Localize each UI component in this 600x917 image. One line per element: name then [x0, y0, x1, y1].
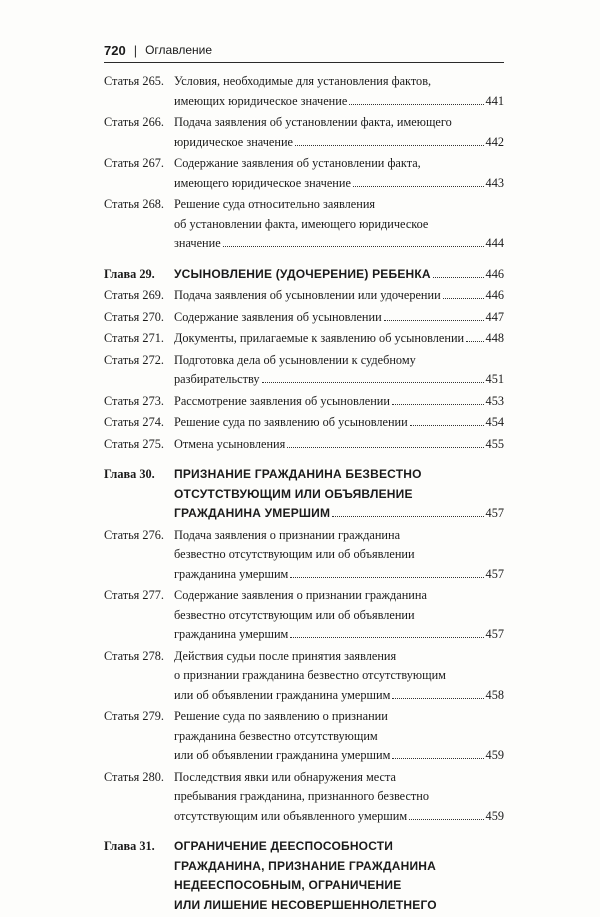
- article-label: Статья 266.: [104, 115, 164, 129]
- entry-title-line: ОГРАНИЧЕНИЕ ДЕЕСПОСОБНОСТИ: [174, 839, 394, 853]
- toc-article-entry[interactable]: [104, 286, 504, 306]
- page-number: 720: [104, 42, 126, 58]
- entry-title-line: Отмена усыновления: [174, 436, 286, 451]
- page-reference: 458: [485, 687, 504, 702]
- entry-title-line: пребывания гражданина, признанного безвестно: [174, 789, 430, 803]
- dot-leader: [384, 320, 484, 321]
- header-separator: |: [133, 42, 138, 58]
- dot-leader: [466, 341, 483, 342]
- entry-title-line: ПРИЗНАНИЕ ГРАЖДАНИНА БЕЗВЕСТНО: [174, 467, 422, 481]
- entry-title-line: о признании гражданина безвестно отсутствующим: [174, 668, 446, 682]
- entry-title-line: Рассмотрение заявления об усыновлении: [174, 393, 390, 408]
- entry-final-line: [174, 625, 504, 645]
- article-label: Статья 269.: [104, 288, 164, 302]
- toc-article-entry[interactable]: [104, 647, 504, 706]
- toc-article-entry[interactable]: [104, 768, 504, 827]
- entry-title: [174, 286, 504, 306]
- dot-leader: [392, 758, 483, 759]
- entry-final-line: [174, 370, 504, 390]
- toc-article-entry[interactable]: [104, 413, 504, 433]
- entry-final-line: [174, 174, 504, 194]
- article-label: Статья 270.: [104, 309, 164, 324]
- entry-title: [174, 768, 504, 827]
- toc-chapter-entry[interactable]: [104, 837, 504, 915]
- article-label: Статья 276.: [104, 527, 164, 542]
- toc-article-entry[interactable]: [104, 526, 504, 585]
- section-gap: [104, 456, 504, 465]
- dot-leader: [392, 698, 483, 699]
- dot-leader: [290, 637, 483, 638]
- toc-article-entry[interactable]: [104, 72, 504, 111]
- page-reference: 446: [485, 266, 504, 281]
- entry-title: [174, 837, 504, 915]
- entry-title: [174, 465, 504, 524]
- page-reference: 448: [485, 331, 504, 345]
- entry-title-line: имеющих юридическое значение: [174, 93, 348, 108]
- page-reference: 442: [485, 134, 504, 149]
- entry-final-line: [174, 329, 504, 349]
- page-reference: 454: [485, 415, 504, 429]
- running-title: Оглавление: [145, 43, 212, 57]
- entry-final-line: [174, 413, 504, 433]
- page-reference: 447: [485, 309, 504, 324]
- page-reference: 453: [485, 393, 504, 408]
- article-label: Статья 265.: [104, 74, 164, 88]
- dot-leader: [353, 186, 484, 187]
- toc-article-entry[interactable]: [104, 351, 504, 390]
- article-label: Статья 277.: [104, 588, 164, 602]
- entry-title: [174, 413, 504, 433]
- entry-title: [174, 526, 504, 585]
- article-label: Статья 273.: [104, 393, 164, 408]
- page-reference: 457: [485, 506, 504, 520]
- entry-title-line: Содержание заявления об установлении факта,: [174, 156, 421, 170]
- entry-title-line: Решение суда относительно заявления: [174, 197, 376, 211]
- page-reference: 446: [485, 288, 504, 302]
- entry-title-line: ИЛИ ЛИШЕНИЕ НЕСОВЕРШЕННОЛЕТНЕГО: [174, 897, 437, 912]
- entry-title-line: Условия, необходимые для установления фактов,: [174, 74, 432, 88]
- chapter-label: Глава 30.: [104, 467, 155, 481]
- toc-article-entry[interactable]: [104, 707, 504, 766]
- page-reference: 459: [485, 808, 504, 823]
- entry-title: [174, 351, 504, 390]
- entry-title: [174, 329, 504, 349]
- entry-title-line: юридическое значение: [174, 134, 294, 149]
- entry-title-line: имеющего юридическое значение: [174, 175, 351, 190]
- entry-title-line: Действия судьи после принятия заявления: [174, 648, 397, 663]
- entry-title-line: Подача заявления о признании гражданина: [174, 527, 401, 542]
- section-gap: [104, 256, 504, 265]
- entry-title-line: значение: [174, 236, 221, 250]
- entry-title: [174, 154, 504, 193]
- entry-title-line: Подготовка дела об усыновлении к судебному: [174, 352, 416, 367]
- entry-title-line: Последствия явки или обнаружения места: [174, 769, 396, 784]
- entry-title-line: УСЫНОВЛЕНИЕ (УДОЧЕРЕНИЕ) РЕБЕНКА: [174, 266, 431, 281]
- article-label: Статья 272.: [104, 352, 164, 367]
- page-reference: 443: [485, 175, 504, 190]
- page-reference: 459: [485, 748, 504, 762]
- article-label: Статья 271.: [104, 331, 164, 345]
- toc-article-entry[interactable]: [104, 392, 504, 412]
- toc-article-entry[interactable]: [104, 154, 504, 193]
- article-label: Статья 275.: [104, 436, 164, 451]
- entry-title-line: безвестно отсутствующим или об объявлении: [174, 607, 415, 622]
- entry-title: [174, 707, 504, 766]
- entry-title-line: Подача заявления об установлении факта, имеющего: [174, 115, 452, 129]
- article-label: Статья 274.: [104, 415, 164, 429]
- page-reference: 457: [485, 566, 504, 581]
- dot-leader: [392, 404, 484, 405]
- toc-chapter-entry[interactable]: [104, 465, 504, 524]
- entry-final-line: [174, 435, 504, 455]
- entry-title-line: или об объявлении гражданина умершим: [174, 748, 391, 762]
- entry-final-line: [174, 92, 504, 112]
- dot-leader: [223, 246, 484, 247]
- entry-final-line: [174, 234, 504, 254]
- entry-title-line: Подача заявления об усыновлении или удочерении: [174, 288, 441, 302]
- entry-title-line: гражданина умершим: [174, 627, 289, 641]
- page-reference: 444: [485, 236, 504, 250]
- entry-final-line: [174, 565, 504, 585]
- toc-chapter-entry[interactable]: [104, 265, 504, 285]
- article-label: Статья 278.: [104, 648, 164, 663]
- section-gap: [104, 828, 504, 837]
- dot-leader: [410, 425, 484, 426]
- dot-leader: [349, 104, 483, 105]
- running-header: [104, 38, 504, 63]
- entry-title: [174, 195, 504, 254]
- entry-title-line: ОТСУТСТВУЮЩИМ ИЛИ ОБЪЯВЛЕНИЕ: [174, 486, 413, 501]
- table-of-contents: [104, 72, 504, 917]
- dot-leader: [443, 298, 484, 299]
- entry-title-line: гражданина безвестно отсутствующим: [174, 728, 378, 743]
- entry-title-line: Решение суда по заявлению о признании: [174, 709, 388, 723]
- entry-title: [174, 586, 504, 645]
- toc-article-entry[interactable]: [104, 195, 504, 254]
- entry-title-line: НЕДЕЕСПОСОБНЫМ, ОГРАНИЧЕНИЕ: [174, 878, 402, 892]
- page-reference: 451: [485, 372, 504, 386]
- chapter-label: Глава 31.: [104, 839, 155, 853]
- entry-final-line: [174, 504, 504, 524]
- entry-title: [174, 113, 504, 152]
- dot-leader: [287, 447, 483, 448]
- dot-leader: [433, 277, 484, 278]
- entry-final-line: [174, 133, 504, 153]
- entry-final-line: [174, 392, 504, 412]
- dot-leader: [262, 382, 484, 383]
- entry-title-line: ГРАЖДАНИНА, ПРИЗНАНИЕ ГРАЖДАНИНА: [174, 858, 437, 873]
- article-label: Статья 280.: [104, 769, 164, 784]
- entry-title-line: безвестно отсутствующим или об объявлении: [174, 547, 415, 561]
- article-label: Статья 279.: [104, 709, 164, 723]
- entry-title-line: ГРАЖДАНИНА УМЕРШИМ: [174, 506, 331, 520]
- page-reference: 455: [485, 436, 504, 451]
- entry-final-line: [174, 286, 504, 306]
- toc-article-entry[interactable]: [104, 435, 504, 455]
- dot-leader: [290, 577, 483, 578]
- page-reference: 457: [485, 627, 504, 641]
- entry-title-line: Решение суда по заявлению об усыновлении: [174, 415, 408, 429]
- entry-title-line: разбирательству: [174, 372, 260, 386]
- dot-leader: [409, 819, 483, 820]
- entry-title: [174, 265, 504, 285]
- entry-title-line: или об объявлении гражданина умершим: [174, 687, 391, 702]
- toc-article-entry[interactable]: [104, 113, 504, 152]
- entry-title: [174, 72, 504, 111]
- chapter-label: Глава 29.: [104, 266, 155, 281]
- entry-title: [174, 308, 504, 328]
- entry-title-line: Содержание заявления об усыновлении: [174, 309, 382, 324]
- page-reference: 441: [485, 93, 504, 108]
- toc-article-entry[interactable]: [104, 308, 504, 328]
- entry-final-line: [174, 686, 504, 706]
- entry-final-line: [174, 265, 504, 285]
- entry-final-line: [174, 807, 504, 827]
- entry-final-line: [174, 746, 504, 766]
- entry-final-line: [174, 308, 504, 328]
- entry-title: [174, 435, 504, 455]
- entry-title: [174, 392, 504, 412]
- toc-article-entry[interactable]: [104, 329, 504, 349]
- article-label: Статья 268.: [104, 197, 164, 211]
- entry-title-line: Содержание заявления о признании гражданина: [174, 588, 427, 602]
- entry-title-line: об установлении факта, имеющего юридическое: [174, 216, 429, 231]
- entry-title-line: отсутствующим или объявленного умершим: [174, 808, 408, 823]
- dot-leader: [295, 145, 484, 146]
- toc-article-entry[interactable]: [104, 586, 504, 645]
- entry-title-line: гражданина умершим: [174, 566, 289, 581]
- entry-title: [174, 647, 504, 706]
- dot-leader: [332, 516, 483, 517]
- entry-title-line: Документы, прилагаемые к заявлению об усыновлении: [174, 331, 465, 345]
- article-label: Статья 267.: [104, 156, 164, 170]
